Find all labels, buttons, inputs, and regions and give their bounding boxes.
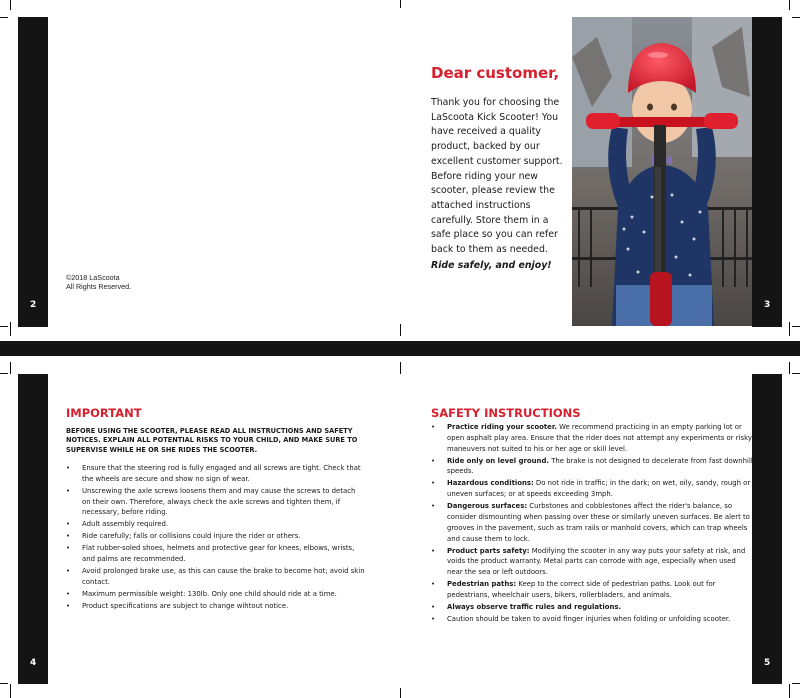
item-text: Keep to the correct side of pedestrian paths. Look out for pedestrians, wheelchair users, bikers, rollerbladers, and animals. <box>447 580 716 599</box>
copyright-line: ©2018 LaScoota <box>66 273 120 282</box>
safety-title: SAFETY INSTRUCTIONS <box>431 406 581 420</box>
crop-mark <box>0 326 8 327</box>
crop-mark <box>10 0 11 10</box>
important-list <box>66 463 366 613</box>
list-item: • Avoid prolonged brake use, as this can cause the brake to become hot; avoid skin contact. <box>66 566 366 588</box>
list-item <box>431 478 753 500</box>
greeting-signoff: Ride safely, and enjoy! <box>431 260 552 271</box>
list-item: • Adult assembly required. <box>66 519 366 530</box>
item-lead: Hazardous conditions: <box>447 479 534 488</box>
crop-mark <box>789 0 790 10</box>
copyright-notice <box>66 273 131 291</box>
left-edge-band-bottom <box>18 374 48 684</box>
item-text: Caution should be taken to avoid finger injuries when folding or unfolding scooter. <box>447 614 731 623</box>
item-lead: Practice riding your scooter. <box>447 423 557 431</box>
crop-mark <box>400 362 401 374</box>
list-item <box>431 602 753 613</box>
crop-mark <box>789 322 790 336</box>
item-lead: Pedestrian paths: <box>447 580 517 589</box>
right-edge-band-bottom <box>752 374 782 684</box>
spread-divider-band <box>0 341 800 356</box>
list-item: • Maximum permissible weight: 130lb. Only one child should ride at a time. <box>66 589 366 600</box>
item-lead: Dangerous surfaces: <box>447 502 528 511</box>
item-text: Curbstones and cobblestones affect the rider's balance, so consider dismounting when passing over these or similarly uneven surfaces. Be alert to grooves in the pavement, such as tram rails or manhold covers, which can trap wheels and cause them to lock. <box>447 502 750 543</box>
crop-mark <box>0 17 8 18</box>
crop-mark <box>789 684 790 698</box>
item-text: Modifying the scooter in any way puts your safety at risk, and voids the product warranty. Metal parts can corrode with age, especially when used near the sea or left outdoors. <box>447 546 746 577</box>
crop-mark <box>0 373 8 374</box>
rights-line: All Rights Reserved. <box>66 282 132 291</box>
page-number-5: 5 <box>764 658 771 668</box>
list-item: • Product specifications are subject to change wihtout notice. <box>66 601 366 612</box>
crop-mark <box>10 362 11 374</box>
page-number-4: 4 <box>30 658 37 668</box>
crop-mark <box>10 684 11 698</box>
list-item: • Unscrewing the axle screws loosens them and may cause the screws to detach on their own. Therefore, always check the axle screws and tighten them, if necessary, before riding. <box>66 486 366 518</box>
item-text: The brake is not designed to decelerate from fast downhill speeds. <box>447 456 753 476</box>
list-item <box>431 422 753 454</box>
crop-mark <box>792 373 800 374</box>
list-item <box>431 456 753 478</box>
crop-mark <box>0 683 8 684</box>
item-lead: Ride only on level ground. <box>447 456 549 465</box>
list-item <box>431 546 753 578</box>
list-item <box>431 501 753 544</box>
right-edge-band-top <box>752 17 782 327</box>
greeting-title: Dear customer, <box>431 64 560 82</box>
page-number-3: 3 <box>764 300 771 310</box>
crop-mark <box>792 683 800 684</box>
greeting-body: Thank you for choosing the LaScoota Kick Scooter! You have received a quality product, backed by our excellent customer support. Before riding your new scooter, please review the attached instructions carefully. Store them in a safe place so you can refer back to them as needed. <box>431 97 563 256</box>
crop-mark <box>10 322 11 336</box>
crop-mark <box>792 326 800 327</box>
item-text: We recommend practicing in an empty parking lot or open asphalt play area. Ensure that the rider does not attempt any experiments or risky maneuvers not suited to his or her age or skill level. <box>447 423 752 453</box>
safety-list <box>431 422 753 626</box>
item-lead: Product parts safety: <box>447 546 530 555</box>
page-number-2: 2 <box>30 300 37 310</box>
important-warning: BEFORE USING THE SCOOTER, PLEASE READ ALL INSTRUCTIONS AND SAFETY NOTICES. EXPLAIN ALL POTENTIAL RISKS TO YOUR CHILD, AND MAKE SURE TO SUPERVISE WHILE HE OR SHE RIDES THE SCOOTER. <box>66 427 358 454</box>
list-item <box>431 579 753 601</box>
crop-mark <box>400 0 401 8</box>
list-item <box>431 614 753 625</box>
crop-mark <box>792 17 800 18</box>
list-item: • Flat rubber-soled shoes, helmets and protective gear for knees, elbows, wrists, and palms are recommended. <box>66 543 366 565</box>
crop-mark <box>400 688 401 698</box>
left-edge-band-top <box>18 17 48 327</box>
crop-mark <box>789 362 790 374</box>
important-title: IMPORTANT <box>66 406 142 420</box>
item-lead: Always observe traffic rules and regulations. <box>447 602 622 611</box>
item-text: Do not ride in traffic; in the dark; on wet, oily, sandy, rough or uneven surfaces; or at speeds exceeding 3mph. <box>447 479 751 499</box>
list-item: • Ensure that the steering rod is fully engaged and all screws are tight. Check that the wheels are secure and show no sign of wear. <box>66 463 366 485</box>
child-scooter-photo <box>572 17 752 326</box>
crop-mark <box>400 324 401 336</box>
list-item: • Ride carefully; falls or collisions could injure the rider or others. <box>66 531 366 542</box>
